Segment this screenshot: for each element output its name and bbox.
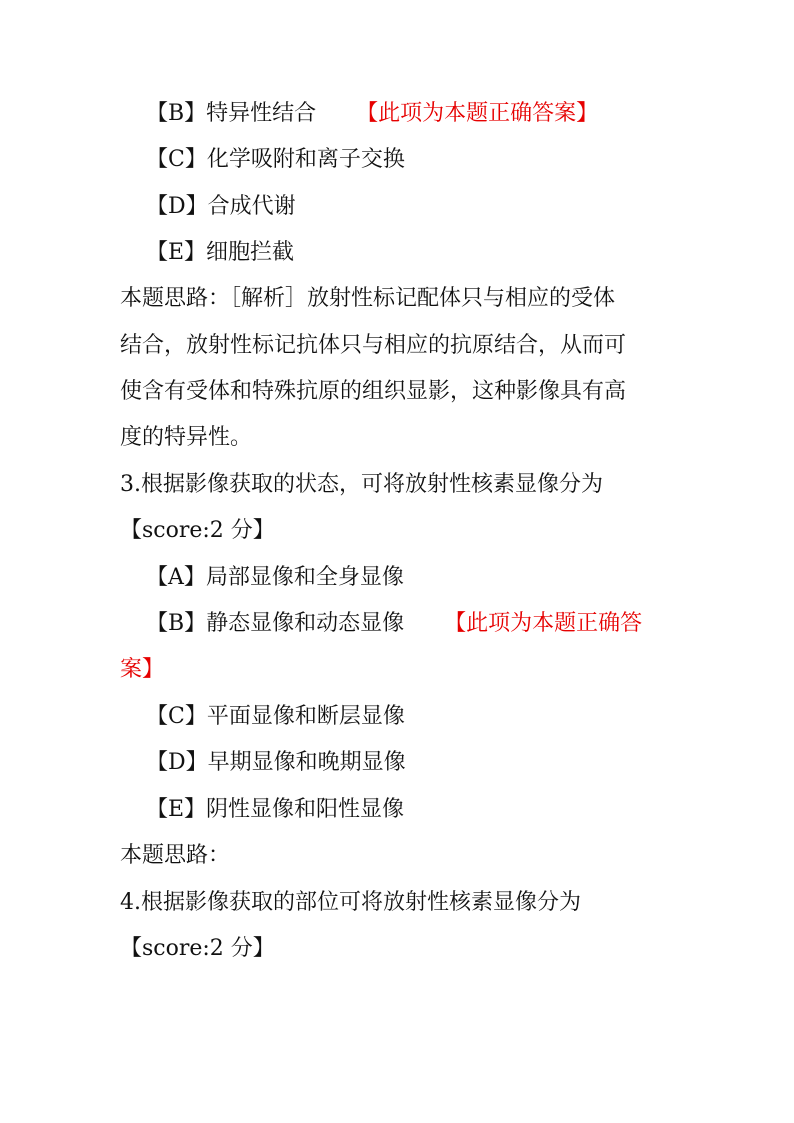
q3-option-d: 【D】早期显像和晚期显像: [146, 750, 406, 775]
q2-option-b-label: 【B】特异性结合: [146, 101, 317, 126]
q2-analysis-line: 度的特异性。: [120, 425, 253, 450]
q4-score: 【score:2 分】: [120, 936, 275, 961]
q2-analysis-line: 本题思路：［解析］放射性标记配体只与相应的受体: [120, 286, 616, 311]
q2-option-e: 【E】细胞拦截: [146, 240, 295, 265]
q3-option-a: 【A】局部显像和全身显像: [146, 565, 404, 590]
q3-correct-answer-mark-continued: 案】: [120, 657, 165, 682]
q3-option-b: [146, 610, 642, 638]
q3-correct-answer-mark: 【此项为本题正确答: [444, 611, 643, 636]
q3-analysis: 本题思路：: [120, 843, 231, 868]
q3-option-c: 【C】平面显像和断层显像: [146, 704, 405, 729]
q2-option-b: [146, 100, 598, 128]
q2-option-d: 【D】合成代谢: [146, 194, 296, 219]
q2-correct-answer-mark: 【此项为本题正确答案】: [356, 101, 599, 126]
q3-option-b-label: 【B】静态显像和动态显像: [146, 611, 405, 636]
q2-option-c: 【C】化学吸附和离子交换: [146, 147, 405, 172]
q3-stem: 3.根据影像获取的状态，可将放射性核素显像分为: [120, 472, 603, 497]
q2-analysis-line: 结合，放射性标记抗体只与相应的抗原结合，从而可: [120, 333, 627, 358]
q4-stem: 4.根据影像获取的部位可将放射性核素显像分为: [120, 890, 581, 915]
q3-score: 【score:2 分】: [120, 518, 275, 543]
q3-option-e: 【E】阴性显像和阳性显像: [146, 797, 405, 822]
q2-analysis-line: 使含有受体和特殊抗原的组织显影，这种影像具有高: [120, 379, 627, 404]
